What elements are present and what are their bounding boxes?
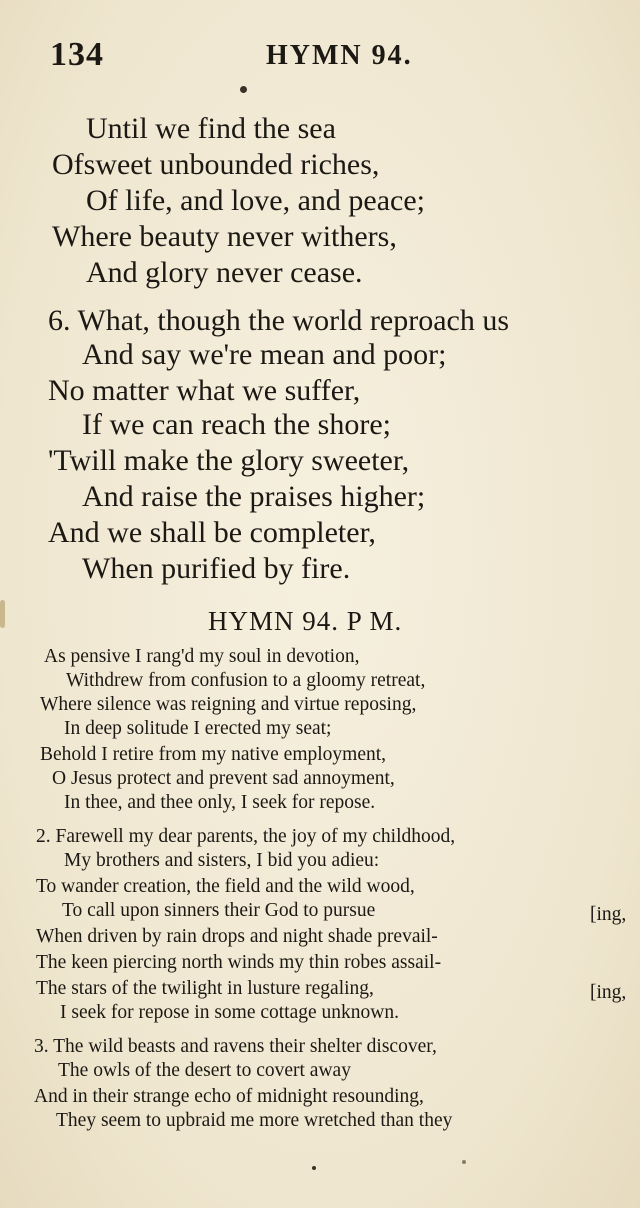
verse-line: Where beauty never withers, [52, 220, 397, 253]
page-edge-mark [0, 600, 5, 628]
page-header [0, 36, 640, 80]
page-number: 134 [50, 36, 104, 73]
verse-line: No matter what we suffer, [48, 374, 361, 407]
verse-line: Of life, and love, and peace; [86, 184, 426, 217]
ink-speck [462, 1160, 466, 1164]
turnover-mark: [ing, [590, 904, 627, 925]
verse-line: And we shall be completer, [48, 516, 376, 549]
ink-speck [312, 1166, 316, 1170]
verse-line: The keen piercing north winds my thin robes assail- [36, 952, 442, 973]
verse-line: Behold I retire from my native employment, [40, 744, 387, 765]
hymn-title: HYMN 94. P M. [208, 606, 403, 636]
verse-line: 3. The wild beasts and ravens their shelter discover, [34, 1036, 437, 1057]
verse-line: Withdrew from confusion to a gloomy retreat, [66, 670, 426, 691]
verse-line: My brothers and sisters, I bid you adieu: [64, 850, 380, 871]
verse-line: And raise the praises higher; [82, 480, 426, 513]
verse-line: 2. Farewell my dear parents, the joy of my childhood, [36, 826, 456, 847]
verse-line: In deep solitude I erected my seat; [64, 718, 332, 739]
verse-line: As pensive I rang'd my soul in devotion, [44, 646, 360, 667]
verse-line: And in their strange echo of midnight resounding, [34, 1086, 424, 1107]
running-head: HYMN 94. [266, 40, 413, 71]
verse-line: The owls of the desert to covert away [58, 1060, 351, 1081]
verse-line: If we can reach the shore; [82, 408, 391, 441]
verse-line: Where silence was reigning and virtue reposing, [40, 694, 417, 715]
verse-line: 6. What, though the world reproach us [48, 304, 510, 337]
verse-line: O Jesus protect and prevent sad annoyment, [52, 768, 395, 789]
verse-line: 'Twill make the glory sweeter, [48, 444, 410, 477]
verse-line: In thee, and thee only, I seek for repose. [64, 792, 376, 813]
verse-line: When driven by rain drops and night shade prevail- [36, 926, 438, 947]
verse-line: To wander creation, the field and the wild wood, [36, 876, 415, 897]
verse-line: They seem to upbraid me more wretched than they [56, 1110, 453, 1131]
verse-line: To call upon sinners their God to pursue [62, 900, 376, 921]
verse-line: I seek for repose in some cottage unknown. [60, 1002, 399, 1023]
ink-speck [240, 86, 247, 93]
verse-line: Ofsweet unbounded riches, [52, 148, 380, 181]
turnover-mark: [ing, [590, 982, 627, 1003]
verse-line: And say we're mean and poor; [82, 338, 447, 371]
verse-line: And glory never cease. [86, 256, 363, 289]
verse-line: Until we find the sea [86, 112, 336, 145]
verse-line: The stars of the twilight in lusture regaling, [36, 978, 374, 999]
verse-line: When purified by fire. [82, 552, 351, 585]
